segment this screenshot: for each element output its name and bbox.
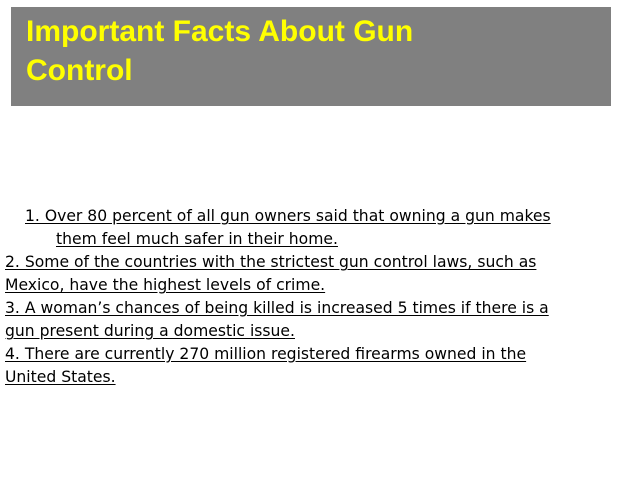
title-bar [11,7,611,106]
fact-item-1 [0,205,630,251]
fact-1-line-1: 1. Over 80 percent of all gun owners said that owning a gun makes [25,207,551,225]
fact-4-line-2: United States. [5,368,116,386]
fact-4-line-1: 4. There are currently 270 million registered firearms owned in the [5,345,527,363]
fact-item-4 [0,343,630,389]
fact-3-line-2: gun present during a domestic issue. [5,322,295,340]
fact-1-line-2: them feel much safer in their home. [56,230,338,248]
fact-item-3 [0,297,630,343]
facts-list [0,205,630,389]
fact-2-line-1: 2. Some of the countries with the strictest gun control laws, such as [5,253,537,271]
slide-title [26,12,601,90]
fact-item-2 [0,251,630,297]
fact-2-line-2: Mexico, have the highest levels of crime. [5,276,326,294]
slide-title-line-1: Important Facts About Gun [26,15,414,48]
slide-title-line-2: Control [26,54,133,87]
fact-3-line-1: 3. A woman’s chances of being killed is increased 5 times if there is a [5,299,549,317]
